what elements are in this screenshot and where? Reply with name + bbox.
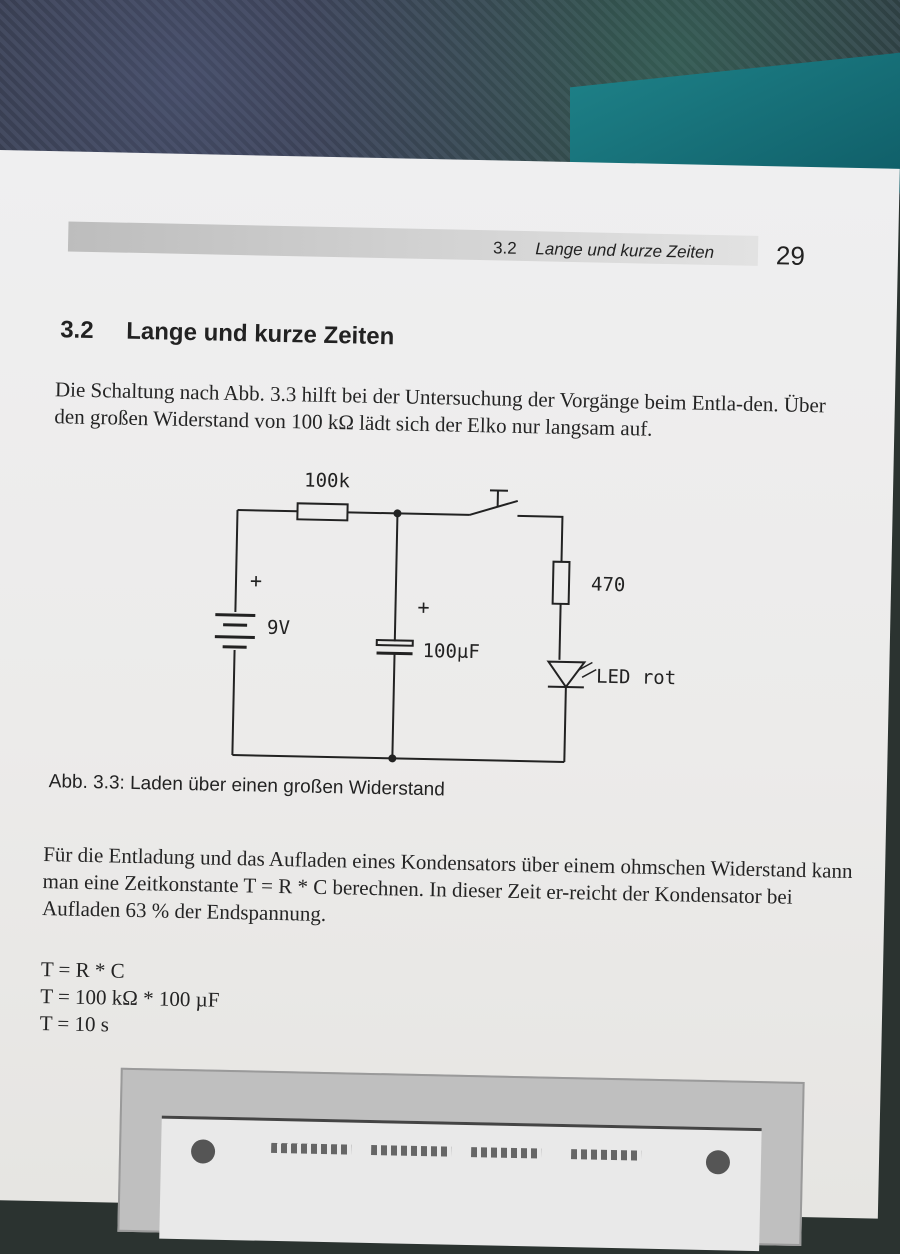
resistor-470 <box>553 562 570 604</box>
led-triangle <box>548 662 585 688</box>
figure-caption: Abb. 3.3: Laden über einen großen Widerstand <box>49 771 445 801</box>
label-capacitor-plus: + <box>417 595 430 619</box>
label-470: 470 <box>591 573 626 596</box>
resistor-100k <box>297 503 347 520</box>
junction-bottom <box>388 754 396 762</box>
wire-to-led-resistor <box>517 516 563 562</box>
battery-plate-3 <box>215 637 255 638</box>
capacitor-plate-bottom <box>377 653 413 654</box>
contact-strip <box>271 1143 351 1155</box>
junction-top <box>393 509 401 517</box>
wire-top-mid <box>347 512 469 515</box>
capacitor-plate-top <box>377 640 413 646</box>
battery-plate-2 <box>223 625 247 626</box>
contact-strip <box>371 1145 451 1157</box>
book-page <box>0 150 900 1219</box>
running-header-title: Lange und kurze Zeiten <box>535 239 714 262</box>
label-led: LED rot <box>596 666 677 690</box>
wire-resistor-led <box>559 604 560 660</box>
contact-strip <box>571 1149 641 1160</box>
label-battery-plus: + <box>250 568 263 592</box>
section-number: 3.2 <box>60 316 94 344</box>
circuit-diagram <box>202 454 729 785</box>
formula-block <box>39 956 220 1041</box>
label-9v: 9V <box>267 617 290 639</box>
wire-top-left <box>238 510 298 511</box>
battery-plate-1 <box>215 615 255 616</box>
body-paragraph: Für die Entladung und das Aufladen eines Kondensators über einem ohmschen Widerstand kann man eine Zeitkonstante T = R * C berechnen. In dieser Zeit er-reicht der Kondensator bei Aufladen 63 % der Endspannung. <box>42 841 854 939</box>
label-100uf: 100µF <box>422 640 480 663</box>
led-bar <box>548 687 584 688</box>
contact-strip <box>471 1147 541 1158</box>
wire-bottom <box>232 755 564 762</box>
battery-plate-4 <box>223 647 247 648</box>
wire-left-lower <box>232 650 234 755</box>
section-title: Lange und kurze Zeiten <box>126 318 395 351</box>
formula-line: T = 10 s <box>39 1010 219 1041</box>
section-heading <box>60 316 395 351</box>
formula-line: T = 100 kΩ * 100 µF <box>40 983 220 1014</box>
breadboard-photo <box>117 1068 804 1246</box>
wire-led-bottom <box>564 687 566 762</box>
label-100k: 100k <box>304 469 351 492</box>
intro-paragraph: Die Schaltung nach Abb. 3.3 hilft bei der Untersuchung der Vorgänge beim Entla-den. Über den großen Widerstand von 100 kΩ lädt sich der Elko nur langsam auf. <box>54 376 845 447</box>
led-arrow-2 <box>582 669 596 677</box>
mounting-hole <box>191 1139 215 1163</box>
switch-contact <box>469 500 517 516</box>
page-number: 29 <box>776 240 806 272</box>
breadboard <box>159 1116 761 1252</box>
wire-cap-lower <box>392 653 394 758</box>
wire-left-upper <box>235 510 237 612</box>
wire-cap-upper <box>395 513 398 641</box>
formula-line: T = R * C <box>41 956 221 987</box>
running-header-number: 3.2 <box>493 238 517 257</box>
mounting-hole <box>706 1150 730 1174</box>
